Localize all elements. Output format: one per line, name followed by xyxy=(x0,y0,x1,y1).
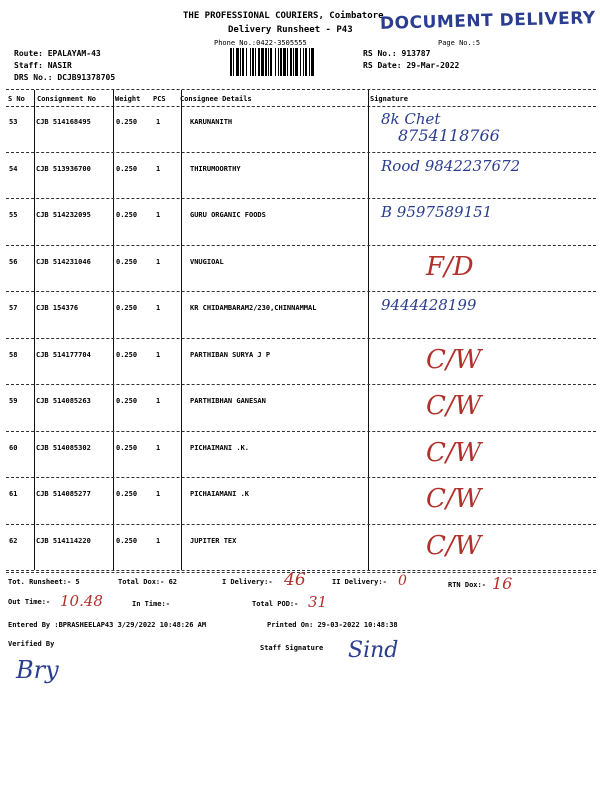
row-consignee: PARTHIBHAN GANESAN xyxy=(190,397,266,405)
rs-date: RS Date: 29-Mar-2022 xyxy=(363,61,460,70)
row-consignment-number: CJB 513936700 xyxy=(36,164,91,173)
staff-handwritten-signature: Sind xyxy=(348,638,399,663)
printed-on: Printed On: 29-03-2022 10:48:38 xyxy=(267,621,398,629)
row-pcs: 1 xyxy=(156,536,161,545)
table-row xyxy=(6,199,596,244)
row-pcs: 1 xyxy=(156,211,161,219)
row-serial-number: 54 xyxy=(9,164,18,173)
row-pcs: 1 xyxy=(156,443,161,452)
entered-by: Entered By :BPRASHEELAP43 3/29/2022 10:48:26 AM xyxy=(8,621,207,629)
table-row xyxy=(6,153,596,198)
row-consignment-number: CJB 514232095 xyxy=(36,211,91,219)
row-signature: C/W xyxy=(426,344,482,375)
row-weight: 0.250 xyxy=(116,536,138,545)
row-weight: 0.250 xyxy=(116,443,138,452)
row-consignee: PICHAIAMANI .K xyxy=(190,490,250,498)
row-serial-number: 57 xyxy=(9,304,18,312)
table-row xyxy=(6,246,596,291)
row-serial-number: 61 xyxy=(9,490,18,498)
runsheet-title: Delivery Runsheet - P43 xyxy=(228,25,353,35)
table-row xyxy=(6,385,596,430)
col-sno: S No xyxy=(8,95,25,103)
row-pcs: 1 xyxy=(156,304,161,312)
ii-delivery-label: II Delivery:- xyxy=(332,578,387,586)
row-weight: 0.250 xyxy=(116,118,138,126)
document-delivery-stamp: DOCUMENT DELIVERY xyxy=(379,8,596,34)
row-consignee: PICHAIMANI .K. xyxy=(190,443,250,452)
row-weight: 0.250 xyxy=(116,304,138,312)
row-pcs: 1 xyxy=(156,164,161,173)
row-consignment-number: CJB 514085302 xyxy=(36,443,91,452)
row-consignee: THIRUMOORTHY xyxy=(190,164,241,173)
row-signature: C/W xyxy=(426,484,482,514)
total-pod-value: 31 xyxy=(308,593,328,611)
row-weight: 0.250 xyxy=(116,490,138,498)
row-pcs: 1 xyxy=(156,350,161,359)
row-consignment-number: CJB 514114220 xyxy=(36,536,91,545)
row-serial-number: 55 xyxy=(9,211,18,219)
total-pod-label: Total POD:- xyxy=(252,600,299,608)
table-row xyxy=(6,292,596,337)
table-row xyxy=(6,339,596,384)
row-consignment-number: CJB 514168495 xyxy=(36,118,91,126)
row-consignee: KR CHIDAMBARAM2/230,CHINNAMMAL xyxy=(190,304,317,312)
row-consignment-number: CJB 154376 xyxy=(36,304,79,312)
row-pcs: 1 xyxy=(156,257,161,266)
row-consignee: PARTHIBAN SURYA J P xyxy=(190,350,271,359)
table-row xyxy=(6,106,596,151)
row-consignee: VNUGIOAL xyxy=(190,257,224,266)
row-consignee: JUPITER TEX xyxy=(190,536,237,545)
row-serial-number: 56 xyxy=(9,257,18,266)
total-runsheet: Tot. Runsheet:- 5 xyxy=(8,578,80,586)
company-name: THE PROFESSIONAL COURIERS, Coimbatore xyxy=(183,11,384,21)
i-delivery-value: 46 xyxy=(284,570,306,590)
barcode xyxy=(230,48,358,76)
row-weight: 0.250 xyxy=(116,397,138,405)
drs-number: DRS No.: DCJB91378705 xyxy=(14,73,116,82)
row-signature: Rood 9842237672 xyxy=(381,156,521,175)
rs-number: RS No.: 913787 xyxy=(363,49,431,58)
row-weight: 0.250 xyxy=(116,211,138,219)
in-time-label: In Time:- xyxy=(132,600,170,608)
total-dox: Total Dox:- 62 xyxy=(118,578,178,586)
row-pcs: 1 xyxy=(156,397,161,405)
row-signature: 8k Chet xyxy=(381,110,441,128)
row-signature: F/D xyxy=(426,251,474,282)
verifier-signature: Bry xyxy=(16,656,59,684)
route: Route: EPALAYAM-43 xyxy=(14,49,101,58)
header-divider-top xyxy=(6,89,596,90)
row-consignment-number: CJB 514085277 xyxy=(36,490,91,498)
staff: Staff: NASIR xyxy=(14,61,72,70)
out-time-value: 10.48 xyxy=(60,592,103,610)
row-serial-number: 62 xyxy=(9,536,18,545)
row-signature: C/W xyxy=(426,530,482,561)
row-signature: C/W xyxy=(426,391,482,421)
row-consignment-number: CJB 514231046 xyxy=(36,257,91,266)
row-pcs: 1 xyxy=(156,490,161,498)
table-row xyxy=(6,432,596,477)
col-signature: Signature xyxy=(370,95,408,103)
row-consignee: GURU ORGANIC FOODS xyxy=(190,211,266,219)
phone-number: Phone No.:0422-3505555 xyxy=(214,39,307,47)
row-serial-number: 58 xyxy=(9,350,18,359)
page-number: Page No.:5 xyxy=(438,39,481,47)
row-weight: 0.250 xyxy=(116,164,138,173)
rtn-dox-label: RTN Dox:- xyxy=(448,581,486,589)
row-consignee: KARUNANITH xyxy=(190,118,233,126)
table-row xyxy=(6,525,596,570)
row-serial-number: 59 xyxy=(9,397,18,405)
table-row xyxy=(6,478,596,523)
col-consignee: Consignee Details xyxy=(180,95,252,103)
col-consignment: Consignment No xyxy=(37,95,97,103)
row-weight: 0.250 xyxy=(116,257,138,266)
rtn-dox-value: 16 xyxy=(492,574,513,593)
row-serial-number: 60 xyxy=(9,443,18,452)
row-pcs: 1 xyxy=(156,118,161,126)
row-serial-number: 53 xyxy=(9,118,18,126)
verified-by: Verified By xyxy=(8,640,55,648)
out-time-label: Out Time:- xyxy=(8,598,51,606)
row-weight: 0.250 xyxy=(116,350,138,359)
staff-signature-label: Staff Signature xyxy=(260,644,324,652)
col-weight: Weight xyxy=(115,95,141,103)
row-signature: B 9597589151 xyxy=(381,203,493,221)
row-signature: 9444428199 xyxy=(381,296,477,314)
i-delivery-label: I Delivery:- xyxy=(222,578,273,586)
row-signature: C/W xyxy=(426,437,482,468)
row-consignment-number: CJB 514085263 xyxy=(36,397,91,405)
ii-delivery-value: 0 xyxy=(398,573,407,589)
row-signature-phone: 8754118766 xyxy=(398,126,500,145)
row-consignment-number: CJB 514177704 xyxy=(36,350,91,359)
col-pcs: PCS xyxy=(153,95,166,103)
